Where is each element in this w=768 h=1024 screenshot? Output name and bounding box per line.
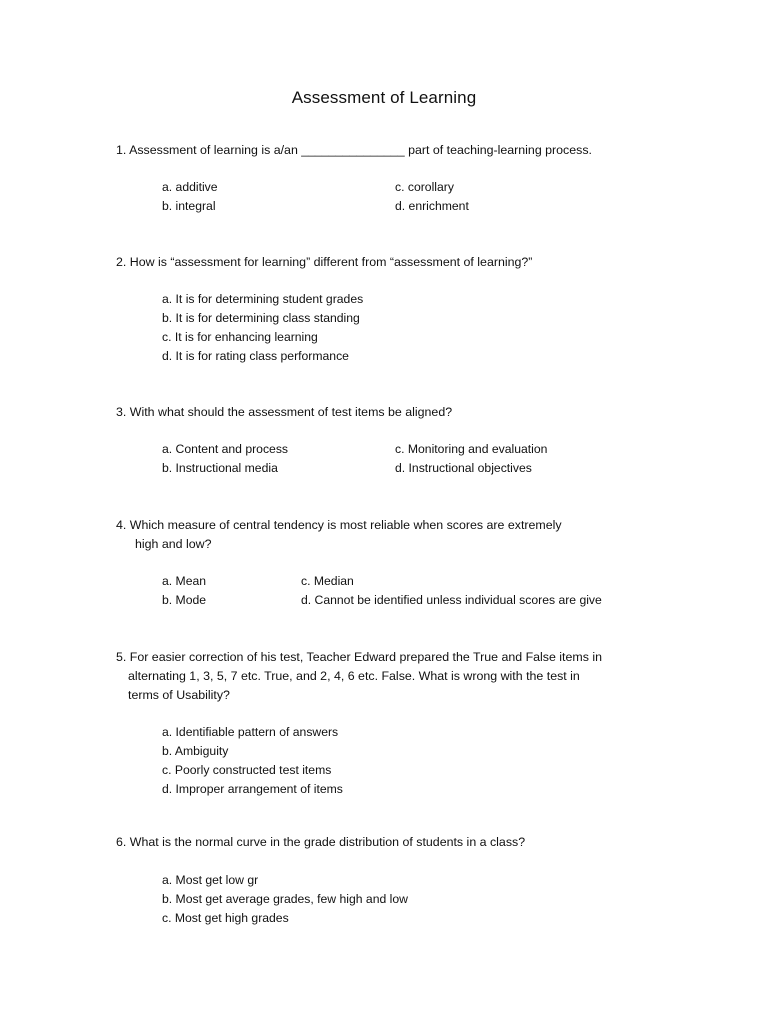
question-6-option-a: a. Most get low gr [162, 873, 259, 887]
question-2-option-c: c. It is for enhancing learning [162, 330, 318, 344]
question-3-option-b: b. Instructional media [162, 461, 278, 475]
question-4-option-c: c. Median [301, 574, 354, 588]
page-title: Assessment of Learning [291, 88, 477, 107]
question-2-option-d: d. It is for rating class performance [162, 349, 349, 363]
question-6-option-b: b. Most get average grades, few high and low [162, 892, 408, 906]
question-5 [116, 648, 636, 667]
question-5-continued-1 [128, 667, 648, 686]
question-6-text: 6. What is the normal curve in the grade distribution of students in a class? [116, 835, 526, 849]
question-3-option-a: a. Content and process [162, 442, 289, 456]
question-2-option-a: a. It is for determining student grades [162, 292, 364, 306]
question-5-continued-2 [128, 686, 648, 705]
question-1-option-c: c. corollary [395, 180, 454, 194]
question-2-text: 2. How is “assessment for learning” different from “assessment of learning?” [116, 255, 533, 269]
question-5-option-c: c. Poorly constructed test items [162, 763, 332, 777]
question-4 [116, 516, 636, 535]
question-3-option-d: d. Instructional objectives [395, 461, 532, 475]
question-1-option-b: b. integral [162, 199, 216, 213]
question-1-option-a: a. additive [162, 180, 218, 194]
question-5-option-d: d. Improper arrangement of items [162, 782, 343, 796]
question-4-text-line-2: high and low? [135, 537, 212, 551]
question-1 [116, 141, 636, 160]
question-2-option-b: b. It is for determining class standing [162, 311, 360, 325]
question-3-text: 3. With what should the assessment of test items be aligned? [116, 405, 453, 419]
question-4-option-d: d. Cannot be identified unless individual scores are give [301, 593, 602, 607]
question-6 [116, 833, 636, 852]
question-4-option-a: a. Mean [162, 574, 207, 588]
question-5-option-b: b. Ambiguity [162, 744, 229, 758]
question-1-option-d: d. enrichment [395, 199, 469, 213]
question-4-text-line-1: 4. Which measure of central tendency is most reliable when scores are extremely [116, 518, 562, 532]
question-3-option-c: c. Monitoring and evaluation [395, 442, 548, 456]
question-4-option-b: b. Mode [162, 593, 207, 607]
question-5-option-a: a. Identifiable pattern of answers [162, 725, 339, 739]
question-5-text-line-3: terms of Usability? [128, 688, 230, 702]
question-3 [116, 403, 636, 422]
question-1-text: 1. Assessment of learning is a/an _______________ part of teaching-learning process. [116, 143, 592, 157]
question-2 [116, 253, 636, 272]
question-5-text-line-1: 5. For easier correction of his test, Teacher Edward prepared the True and False items in [116, 650, 602, 664]
question-4-continued [135, 535, 655, 554]
question-6-option-c: c. Most get high grades [162, 911, 289, 925]
question-5-text-line-2: alternating 1, 3, 5, 7 etc. True, and 2, 4, 6 etc. False. What is wrong with the test in [128, 669, 580, 683]
